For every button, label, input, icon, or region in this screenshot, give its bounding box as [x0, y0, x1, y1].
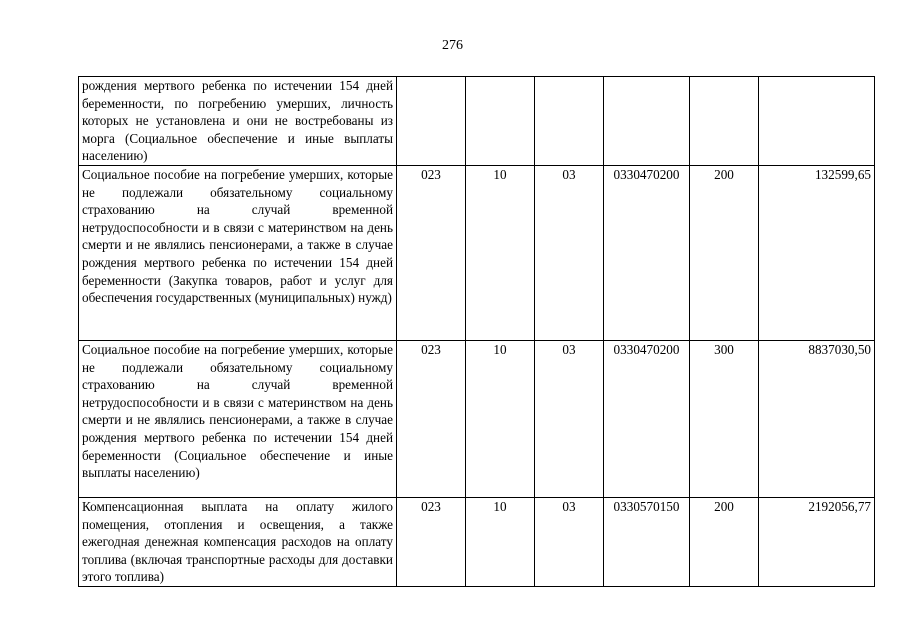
row-description: рождения мертвого ребенка по истечении 154 дней беременности, по погребению умерших, личность которых не установлена и они не востребованы из морга (Социальное обеспечение и иные выплаты населению)	[79, 77, 397, 166]
table-row	[79, 340, 875, 497]
subsection-code: 03	[535, 165, 604, 340]
expense-type-code: 300	[690, 340, 759, 497]
ministry-code: 023	[397, 340, 466, 497]
row-description: Социальное пособие на погребение умерших, которые не подлежали обязательному социальному страхованию на случай временной нетрудоспособности и в связи с материнством на день смерти и не являлись пенсионерами, а также в случае рождения мертвого ребенка по истечении 154 дней беременности (Закупка товаров, работ и услуг для обеспечения государственных (муниципальных) нужд)	[79, 165, 397, 340]
ministry-code: 023	[397, 165, 466, 340]
expense-type-code: 200	[690, 497, 759, 586]
target-code: 0330470200	[604, 165, 690, 340]
table-row	[79, 165, 875, 340]
ministry-code	[397, 77, 466, 166]
amount-value: 2192056,77	[759, 497, 875, 586]
expense-type-code	[690, 77, 759, 166]
amount-value	[759, 77, 875, 166]
amount-value: 8837030,50	[759, 340, 875, 497]
target-code: 0330470200	[604, 340, 690, 497]
section-code	[466, 77, 535, 166]
expense-type-code: 200	[690, 165, 759, 340]
target-code: 0330570150	[604, 497, 690, 586]
table-row	[79, 77, 875, 166]
amount-value: 132599,65	[759, 165, 875, 340]
row-description: Социальное пособие на погребение умерших, которые не подлежали обязательному социальному страхованию на случай временной нетрудоспособности и в связи с материнством на день смерти и не являлись пенсионерами, а также в случае рождения мертвого ребенка по истечении 154 дней беременности (Социальное обеспечение и иные выплаты населению)	[79, 340, 397, 497]
section-code: 10	[466, 165, 535, 340]
table-row	[79, 497, 875, 586]
budget-table	[78, 76, 875, 587]
section-code: 10	[466, 497, 535, 586]
target-code	[604, 77, 690, 166]
row-description: Компенсационная выплата на оплату жилого помещения, отопления и освещения, а также ежегодная денежная компенсация расходов на оплату топлива (включая транспортные расходы для доставки этого топлива)	[79, 497, 397, 586]
ministry-code: 023	[397, 497, 466, 586]
subsection-code: 03	[535, 497, 604, 586]
subsection-code	[535, 77, 604, 166]
page-number: 276	[442, 38, 463, 53]
subsection-code: 03	[535, 340, 604, 497]
section-code: 10	[466, 340, 535, 497]
